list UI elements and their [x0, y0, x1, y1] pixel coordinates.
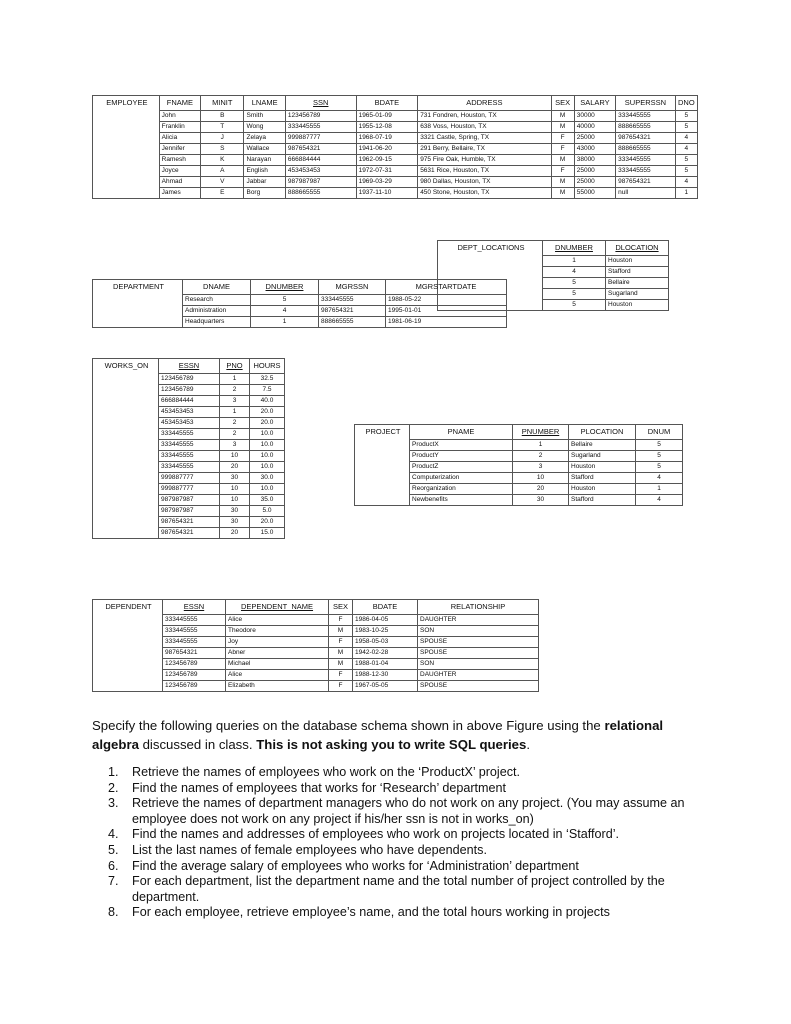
table-cell: 2	[220, 385, 250, 396]
table-cell: K	[201, 155, 244, 166]
department-table	[92, 279, 507, 328]
table-cell: 666884444	[159, 396, 220, 407]
table-cell: Newbenefits	[410, 495, 513, 506]
table-cell: M	[329, 626, 353, 637]
table-cell: 999887777	[159, 473, 220, 484]
table-cell: Computerization	[410, 473, 513, 484]
table-cell: 5	[543, 300, 606, 311]
table-cell: Alice	[226, 615, 329, 626]
table-cell: M	[551, 111, 574, 122]
table-cell: 10.0	[250, 451, 285, 462]
column-header: BDATE	[353, 600, 418, 615]
table-cell: 3	[220, 396, 250, 407]
query-number: 3.	[108, 796, 119, 811]
table-cell: Stafford	[569, 473, 636, 484]
table-cell: Stafford	[606, 267, 669, 278]
table-cell: M	[551, 188, 574, 199]
table-cell: 1	[675, 188, 697, 199]
column-header: DNUMBER	[251, 280, 319, 295]
table-cell: 666884444	[285, 155, 356, 166]
table-cell: Joyce	[159, 166, 200, 177]
table-cell: F	[551, 166, 574, 177]
table-cell: 123456789	[159, 385, 220, 396]
instructions-text-2: discussed in class.	[138, 737, 257, 752]
table-cell: 888665555	[616, 122, 676, 133]
query-item	[108, 765, 708, 781]
table-cell: 1965-01-09	[356, 111, 418, 122]
table-row	[93, 177, 698, 188]
table-cell: 987654321	[159, 517, 220, 528]
dependent-table	[92, 599, 539, 692]
table-cell: M	[329, 648, 353, 659]
table-cell: S	[201, 144, 244, 155]
column-header: DNUMBER	[543, 241, 606, 256]
relation-name: EMPLOYEE	[93, 96, 160, 199]
table-cell: 333445555	[319, 295, 386, 306]
table-cell: Borg	[244, 188, 285, 199]
table-cell: 987987987	[159, 495, 220, 506]
table-cell: 1	[513, 440, 569, 451]
table-cell: 1988-05-22	[386, 295, 507, 306]
table-cell: Franklin	[159, 122, 200, 133]
query-text: Retrieve the names of employees who work on the ‘ProductX’ project.	[132, 765, 521, 779]
query-item	[108, 874, 708, 905]
table-cell: 333445555	[285, 122, 356, 133]
relation-name: PROJECT	[355, 425, 410, 506]
table-cell: 43000	[574, 144, 615, 155]
table-cell: Bellaire	[569, 440, 636, 451]
table-cell: Jennifer	[159, 144, 200, 155]
table-cell: 333445555	[163, 626, 226, 637]
table-cell: 35.0	[250, 495, 285, 506]
table-cell: 20	[220, 528, 250, 539]
table-cell: SPOUSE	[418, 681, 539, 692]
table-cell: F	[329, 670, 353, 681]
column-header: MGRSSN	[319, 280, 386, 295]
table-cell: 5	[675, 111, 697, 122]
table-cell: E	[201, 188, 244, 199]
table-cell: 975 Fire Oak, Humble, TX	[418, 155, 551, 166]
table-cell: 1942-02-28	[353, 648, 418, 659]
column-header: ADDRESS	[418, 96, 551, 111]
table-cell: 987654321	[616, 133, 676, 144]
query-number: 5.	[108, 842, 119, 857]
table-cell: F	[551, 133, 574, 144]
table-cell: 987654321	[319, 306, 386, 317]
table-cell: 4	[675, 177, 697, 188]
table-cell: Narayan	[244, 155, 285, 166]
table-cell: 123456789	[285, 111, 356, 122]
relation-name: DEPT_LOCATIONS	[438, 241, 543, 311]
table-cell: 1981-06-19	[386, 317, 507, 328]
table-cell: Wong	[244, 122, 285, 133]
table-cell: 32.5	[250, 374, 285, 385]
table-cell: 333445555	[616, 111, 676, 122]
table-row	[93, 111, 698, 122]
table-cell: Bellaire	[606, 278, 669, 289]
relation-name: DEPENDENT	[93, 600, 163, 692]
table-row	[93, 155, 698, 166]
table-cell: Alicia	[159, 133, 200, 144]
instructions-paragraph	[92, 716, 712, 754]
table-cell: 123456789	[159, 374, 220, 385]
table-cell: 1937-11-10	[356, 188, 418, 199]
table-cell: 5	[636, 462, 683, 473]
table-cell: M	[551, 155, 574, 166]
table-cell: 987654321	[285, 144, 356, 155]
instructions-text-3: .	[526, 737, 531, 752]
table-cell: 10.0	[250, 462, 285, 473]
query-item	[108, 905, 708, 921]
column-header: PNUMBER	[513, 425, 569, 440]
table-cell: 1958-05-03	[353, 637, 418, 648]
table-cell: 987654321	[616, 177, 676, 188]
table-cell: SON	[418, 626, 539, 637]
table-cell: 25000	[574, 166, 615, 177]
column-header: SUPERSSN	[616, 96, 676, 111]
query-text: Find the average salary of employees who works for ‘Administration’ department	[132, 858, 579, 873]
table-cell: 4	[675, 133, 697, 144]
table-cell: DAUGHTER	[418, 670, 539, 681]
table-cell: 333445555	[159, 462, 220, 473]
table-cell: Joy	[226, 637, 329, 648]
table-cell: 1941-06-20	[356, 144, 418, 155]
table-cell: 20.0	[250, 407, 285, 418]
table-cell: 123456789	[163, 670, 226, 681]
column-header: PLOCATION	[569, 425, 636, 440]
column-header: LNAME	[244, 96, 285, 111]
query-item	[108, 781, 708, 797]
table-row	[93, 133, 698, 144]
instructions-text: Specify the following queries on the database schema shown in above Figure using the	[92, 718, 605, 733]
table-cell: 10.0	[250, 429, 285, 440]
table-cell: 2	[220, 418, 250, 429]
table-cell: 453453453	[159, 418, 220, 429]
table-cell: 987654321	[159, 528, 220, 539]
table-cell: 1	[636, 484, 683, 495]
table-cell: 5	[675, 122, 697, 133]
query-text: For each department, list the department name and the total number of project controlled by the department.	[132, 874, 665, 904]
table-cell: 1995-01-01	[386, 306, 507, 317]
table-cell: 5.0	[250, 506, 285, 517]
table-cell: SPOUSE	[418, 637, 539, 648]
table-cell: 1	[543, 256, 606, 267]
query-item	[108, 827, 708, 843]
query-number: 6.	[108, 858, 119, 873]
column-header: DNO	[675, 96, 697, 111]
table-cell: null	[616, 188, 676, 199]
table-cell: 3	[220, 440, 250, 451]
table-cell: DAUGHTER	[418, 615, 539, 626]
table-cell: 1	[220, 374, 250, 385]
column-header: MINIT	[201, 96, 244, 111]
table-cell: Theodore	[226, 626, 329, 637]
table-cell: A	[201, 166, 244, 177]
table-cell: Ahmad	[159, 177, 200, 188]
query-text: For each employee, retrieve employee’s name, and the total hours working in projects	[132, 905, 610, 920]
query-text: Retrieve the names of department managers who do not work on any project. (You may assume an employee does not work on any project if his/her ssn is not in works_on)	[132, 796, 685, 826]
table-cell: 987987987	[159, 506, 220, 517]
table-cell: 10	[220, 451, 250, 462]
table-cell: F	[329, 615, 353, 626]
project-table	[354, 424, 683, 506]
table-cell: 40000	[574, 122, 615, 133]
column-header: SEX	[551, 96, 574, 111]
column-header: PNO	[220, 359, 250, 374]
table-cell: 40.0	[250, 396, 285, 407]
table-cell: 5	[675, 155, 697, 166]
table-cell: 20	[220, 462, 250, 473]
table-cell: F	[329, 637, 353, 648]
table-cell: M	[551, 122, 574, 133]
column-header: DNAME	[183, 280, 251, 295]
table-cell: 10.0	[250, 484, 285, 495]
column-header: FNAME	[159, 96, 200, 111]
query-text: Find the names of employees that works for ‘Research’ department	[132, 780, 507, 795]
instructions-bold-not-sql: This is not asking you to write SQL queries	[256, 737, 527, 752]
column-header: RELATIONSHIP	[418, 600, 539, 615]
column-header: SALARY	[574, 96, 615, 111]
table-cell: Sugarland	[569, 451, 636, 462]
table-cell: John	[159, 111, 200, 122]
table-cell: 4	[636, 495, 683, 506]
table-cell: 4	[251, 306, 319, 317]
table-cell: Administration	[183, 306, 251, 317]
table-cell: 333445555	[159, 451, 220, 462]
employee-table	[92, 95, 698, 199]
table-cell: 1969-03-29	[356, 177, 418, 188]
column-header: BDATE	[356, 96, 418, 111]
table-cell: 450 Stone, Houston, TX	[418, 188, 551, 199]
table-cell: 3	[513, 462, 569, 473]
table-row	[93, 122, 698, 133]
table-cell: Sugarland	[606, 289, 669, 300]
table-cell: Wallace	[244, 144, 285, 155]
column-header: HOURS	[250, 359, 285, 374]
table-cell: 5	[636, 440, 683, 451]
table-cell: 30	[220, 506, 250, 517]
table-cell: SON	[418, 659, 539, 670]
table-cell: 38000	[574, 155, 615, 166]
query-number: 4.	[108, 827, 119, 842]
table-cell: 10.0	[250, 440, 285, 451]
table-cell: 999887777	[159, 484, 220, 495]
table-cell: 1967-05-05	[353, 681, 418, 692]
table-cell: Jabbar	[244, 177, 285, 188]
table-cell: B	[201, 111, 244, 122]
table-cell: 4	[636, 473, 683, 484]
table-cell: Reorganization	[410, 484, 513, 495]
query-text: Find the names and addresses of employees who work on projects located in ‘Stafford’.	[132, 827, 619, 842]
table-cell: V	[201, 177, 244, 188]
query-list	[108, 765, 708, 921]
table-cell: 1	[220, 407, 250, 418]
column-header: ESSN	[159, 359, 220, 374]
instructions-bold-relational-algebra: relational algebra	[92, 718, 664, 752]
table-cell: 15.0	[250, 528, 285, 539]
table-cell: 5631 Rice, Houston, TX	[418, 166, 551, 177]
query-item	[108, 859, 708, 875]
table-cell: 980 Dallas, Houston, TX	[418, 177, 551, 188]
table-row	[93, 166, 698, 177]
table-cell: 453453453	[285, 166, 356, 177]
table-cell: 987987987	[285, 177, 356, 188]
table-cell: J	[201, 133, 244, 144]
relation-name: DEPARTMENT	[93, 280, 183, 328]
table-cell: 638 Voss, Houston, TX	[418, 122, 551, 133]
table-cell: F	[551, 144, 574, 155]
query-item	[108, 843, 708, 859]
table-cell: Houston	[569, 462, 636, 473]
table-cell: 731 Fondren, Houston, TX	[418, 111, 551, 122]
table-cell: Ramesh	[159, 155, 200, 166]
table-cell: ProductZ	[410, 462, 513, 473]
table-row	[93, 144, 698, 155]
column-header: SEX	[329, 600, 353, 615]
query-number: 2.	[108, 780, 119, 795]
table-cell: 20.0	[250, 517, 285, 528]
column-header: DEPENDENT_NAME	[226, 600, 329, 615]
table-cell: Houston	[606, 256, 669, 267]
table-cell: 4	[675, 144, 697, 155]
table-cell: 5	[636, 451, 683, 462]
table-cell: 10	[220, 495, 250, 506]
table-cell: Abner	[226, 648, 329, 659]
table-cell: 1968-07-19	[356, 133, 418, 144]
table-cell: Houston	[606, 300, 669, 311]
table-cell: English	[244, 166, 285, 177]
table-cell: ProductY	[410, 451, 513, 462]
table-cell: 20	[513, 484, 569, 495]
table-cell: 10	[513, 473, 569, 484]
relation-name: WORKS_ON	[93, 359, 159, 539]
table-cell: 333445555	[159, 429, 220, 440]
table-cell: 333445555	[163, 637, 226, 648]
table-cell: 1962-09-15	[356, 155, 418, 166]
table-cell: M	[329, 659, 353, 670]
table-cell: 25000	[574, 133, 615, 144]
column-header: PNAME	[410, 425, 513, 440]
query-number: 8.	[108, 905, 119, 920]
table-cell: 30.0	[250, 473, 285, 484]
table-cell: 2	[220, 429, 250, 440]
table-cell: 4	[543, 267, 606, 278]
table-cell: Michael	[226, 659, 329, 670]
table-cell: 888665555	[319, 317, 386, 328]
column-header: DLOCATION	[606, 241, 669, 256]
table-cell: 1988-12-30	[353, 670, 418, 681]
table-cell: M	[551, 177, 574, 188]
table-cell: F	[329, 681, 353, 692]
table-cell: Alice	[226, 670, 329, 681]
table-cell: 1955-12-08	[356, 122, 418, 133]
table-cell: 7.5	[250, 385, 285, 396]
table-cell: 30	[220, 473, 250, 484]
table-cell: 5	[543, 289, 606, 300]
query-number: 1.	[108, 765, 119, 779]
table-cell: 888665555	[616, 144, 676, 155]
table-cell: 291 Berry, Bellaire, TX	[418, 144, 551, 155]
table-row	[93, 188, 698, 199]
query-number: 7.	[108, 874, 119, 889]
column-header: ESSN	[163, 600, 226, 615]
table-cell: 2	[513, 451, 569, 462]
table-cell: 30	[513, 495, 569, 506]
table-cell: ProductX	[410, 440, 513, 451]
table-cell: 1	[251, 317, 319, 328]
column-header: SSN	[285, 96, 356, 111]
table-cell: T	[201, 122, 244, 133]
table-cell: Research	[183, 295, 251, 306]
table-cell: Smith	[244, 111, 285, 122]
works-on-table	[92, 358, 285, 539]
table-cell: 333445555	[616, 155, 676, 166]
table-cell: 333445555	[159, 440, 220, 451]
table-cell: 5	[675, 166, 697, 177]
table-cell: 30000	[574, 111, 615, 122]
table-cell: James	[159, 188, 200, 199]
table-cell: 1983-10-25	[353, 626, 418, 637]
table-cell: 10	[220, 484, 250, 495]
table-cell: 453453453	[159, 407, 220, 418]
table-cell: 888665555	[285, 188, 356, 199]
table-cell: 987654321	[163, 648, 226, 659]
table-cell: 55000	[574, 188, 615, 199]
table-cell: 1988-01-04	[353, 659, 418, 670]
column-header: MGRSTARTDATE	[386, 280, 507, 295]
table-cell: 123456789	[163, 681, 226, 692]
table-cell: 999887777	[285, 133, 356, 144]
table-cell: 30	[220, 517, 250, 528]
table-cell: Stafford	[569, 495, 636, 506]
table-cell: 333445555	[616, 166, 676, 177]
table-cell: 123456789	[163, 659, 226, 670]
table-cell: Houston	[569, 484, 636, 495]
table-cell: Elizabeth	[226, 681, 329, 692]
table-cell: 333445555	[163, 615, 226, 626]
table-cell: Headquarters	[183, 317, 251, 328]
table-cell: 20.0	[250, 418, 285, 429]
table-cell: 3321 Castle, Spring, TX	[418, 133, 551, 144]
table-cell: 5	[251, 295, 319, 306]
query-text: List the last names of female employees who have dependents.	[132, 842, 487, 857]
table-cell: SPOUSE	[418, 648, 539, 659]
query-item	[108, 796, 708, 827]
table-cell: 25000	[574, 177, 615, 188]
table-cell: Zelaya	[244, 133, 285, 144]
table-cell: 1972-07-31	[356, 166, 418, 177]
table-cell: 1986-04-05	[353, 615, 418, 626]
column-header: DNUM	[636, 425, 683, 440]
table-cell: 5	[543, 278, 606, 289]
